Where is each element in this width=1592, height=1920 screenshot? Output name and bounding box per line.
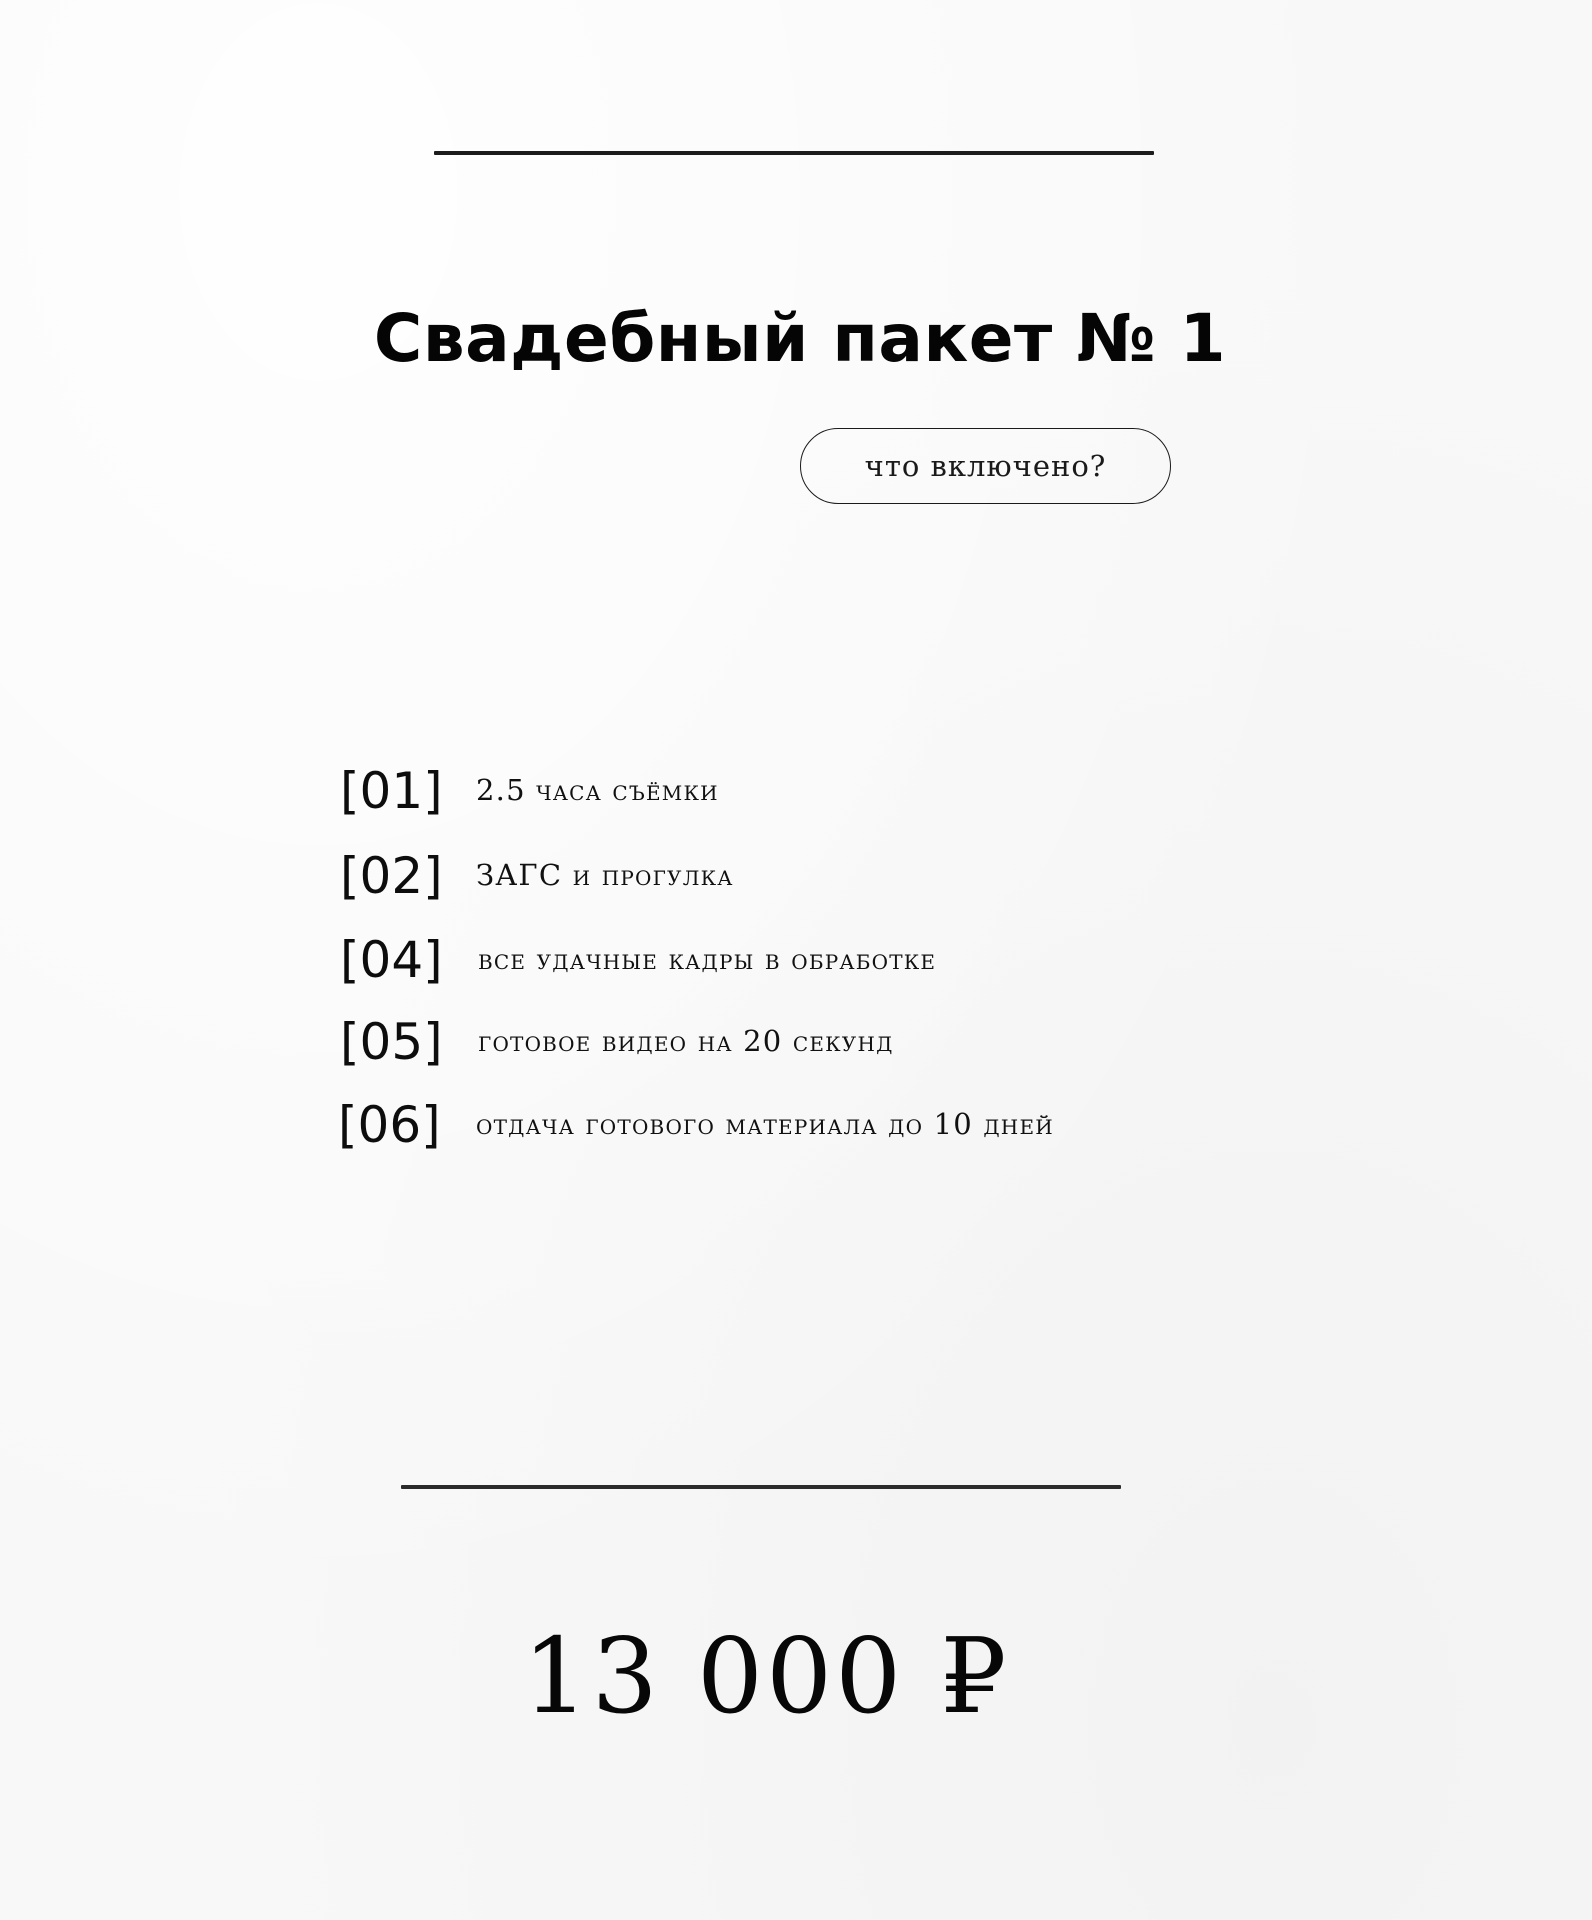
package-price: 13 000 ₽ [522, 1615, 1010, 1737]
top-divider [434, 151, 1154, 155]
item-text: 2.5 часа съёмки [476, 773, 719, 807]
item-text: ЗАГС и прогулка [476, 858, 734, 892]
item-number: [05] [340, 1013, 443, 1071]
item-number: [04] [340, 931, 443, 989]
item-text: готовое видео на 20 секунд [478, 1024, 894, 1058]
item-number: [01] [340, 762, 443, 820]
item-number: [06] [338, 1096, 441, 1154]
item-text: отдача готового материала до 10 дней [476, 1107, 1054, 1141]
whats-included-button[interactable]: что включено? [800, 428, 1171, 504]
item-text: все удачные кадры в обработке [478, 942, 937, 976]
item-number: [02] [340, 847, 443, 905]
bottom-divider [401, 1485, 1121, 1489]
page-title: Свадебный пакет № 1 [373, 300, 1227, 377]
